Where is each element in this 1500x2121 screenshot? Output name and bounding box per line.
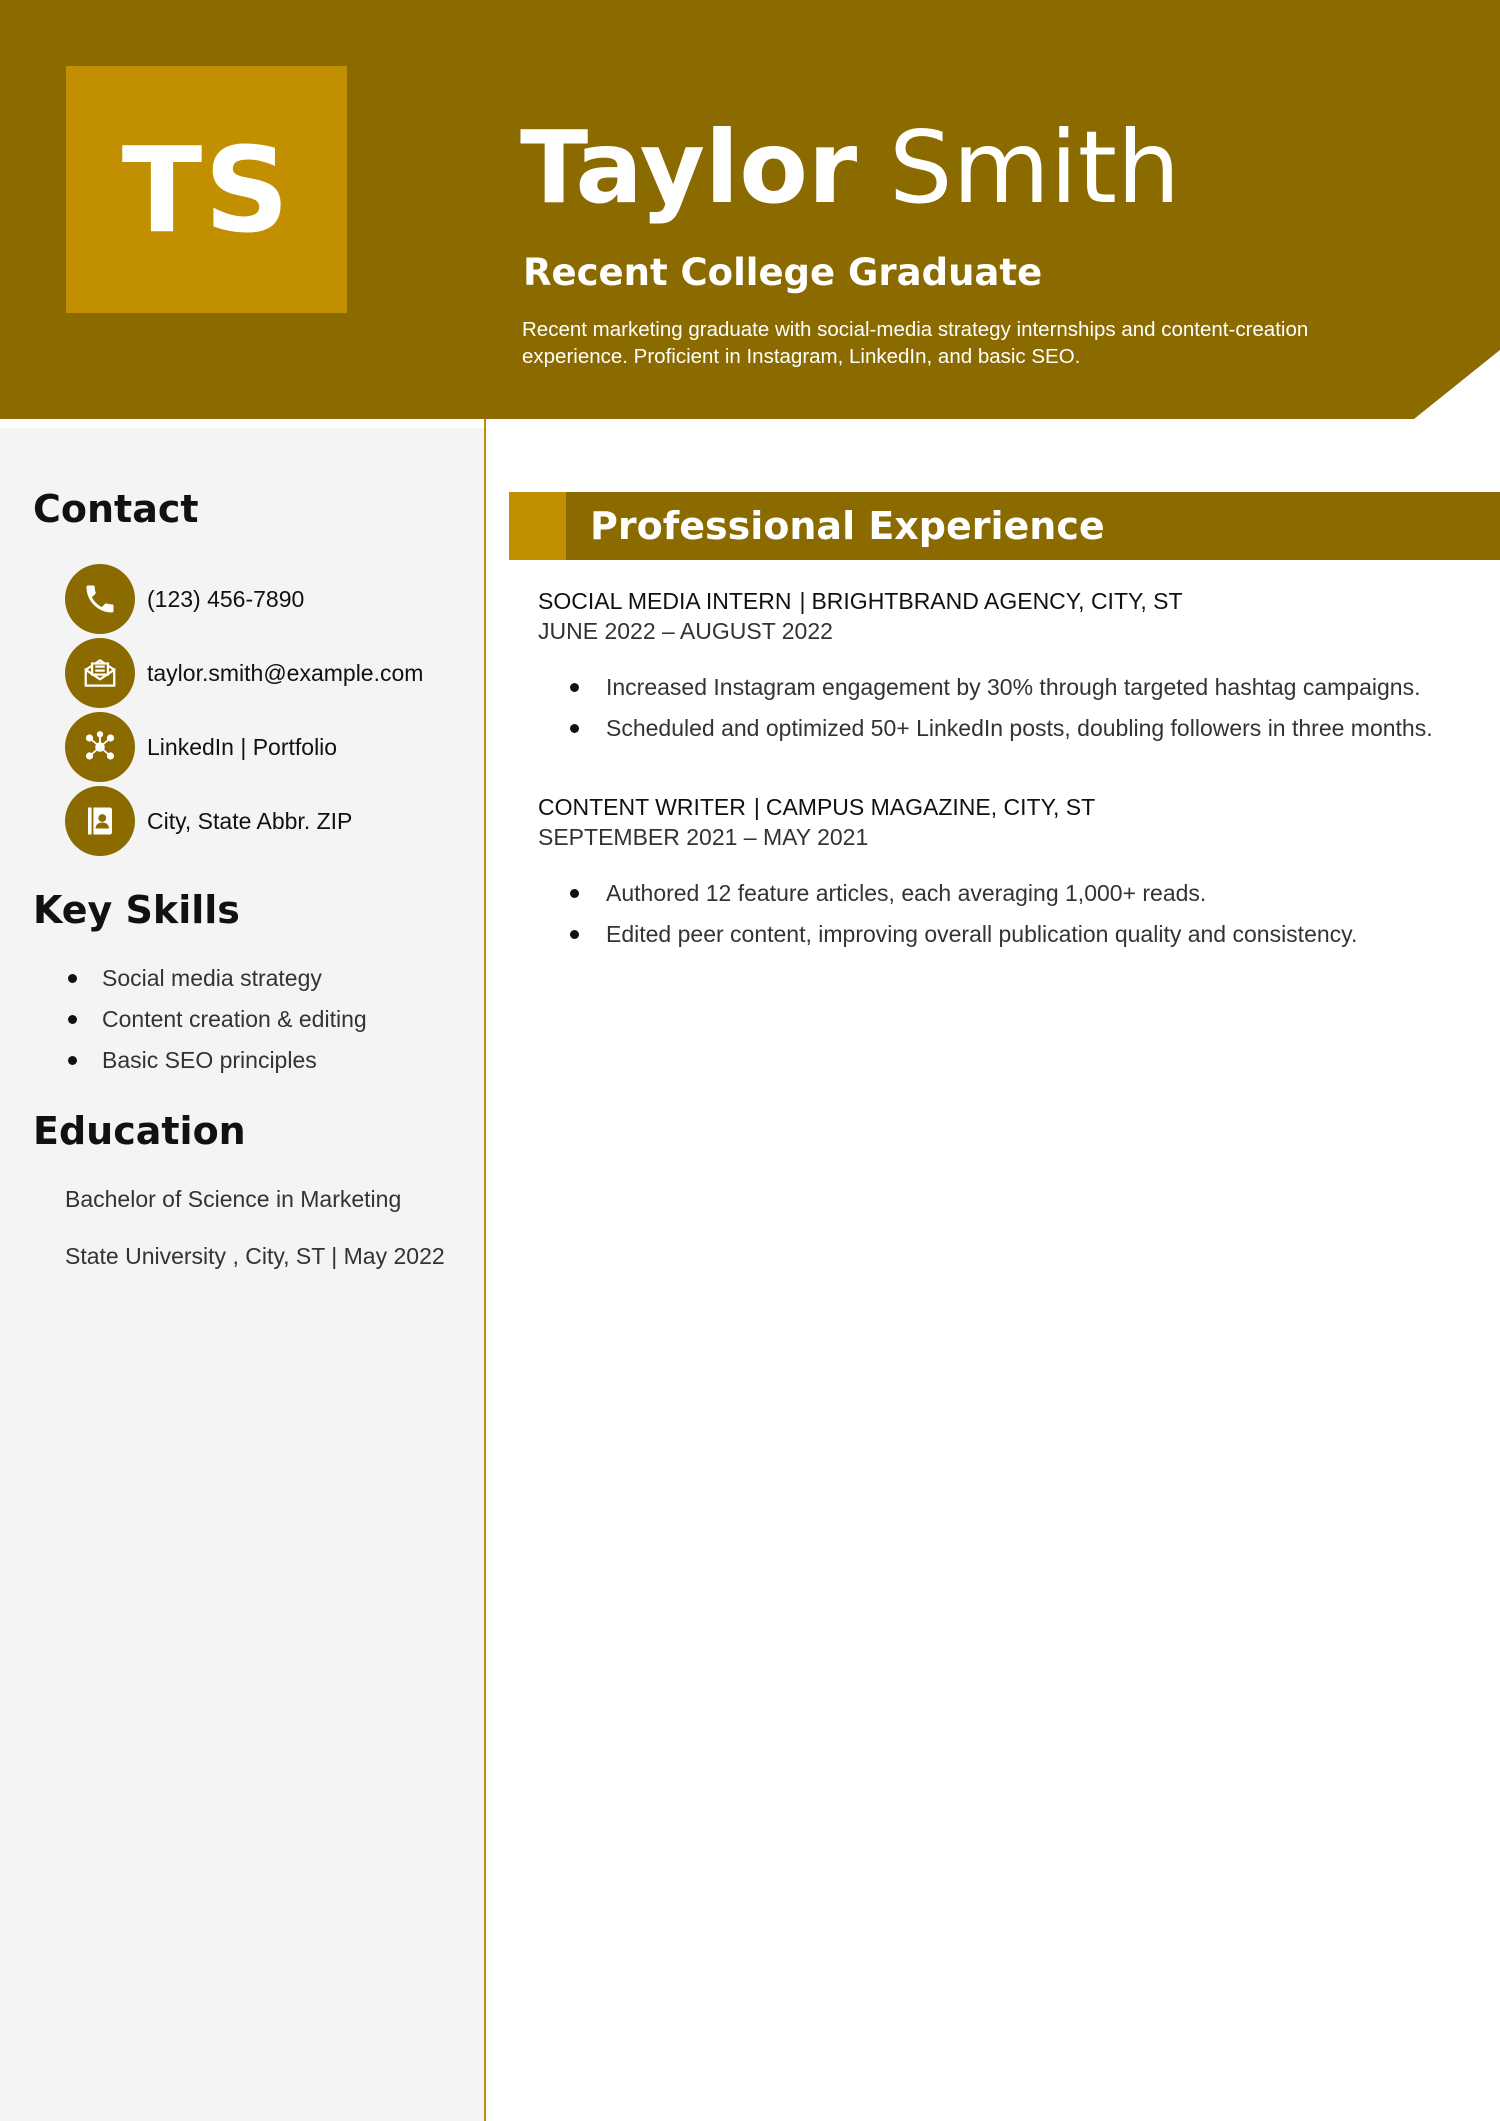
education-degree: Bachelor of Science in Marketing (65, 1186, 402, 1212)
contact-address-text: City, State Abbr. ZIP (147, 807, 353, 834)
contact-phone-text: (123) 456-7890 (147, 585, 305, 612)
experience-section-accent (509, 492, 566, 560)
skill-item: Social media strategy (65, 960, 367, 1001)
job-title: SOCIAL MEDIA INTERN (538, 588, 792, 614)
candidate-name (520, 109, 1181, 226)
phone-icon (65, 564, 135, 634)
profile-summary: Recent marketing graduate with social-media strategy internships and content-creation experience. Proficient in Instagram, LinkedIn, and basic SEO. (522, 318, 1309, 368)
job-bullets (570, 875, 1357, 957)
skills-list (65, 960, 367, 1083)
job-bullet: Authored 12 feature articles, each averaging 1,000+ reads. (570, 875, 1357, 916)
job-separator: | (799, 588, 806, 614)
job-title: CONTENT WRITER (538, 794, 746, 820)
network-icon (65, 712, 135, 782)
contact-address[interactable] (65, 786, 352, 856)
job-company: CAMPUS MAGAZINE, CITY, ST (765, 794, 1096, 820)
contact-heading: Contact (33, 487, 199, 531)
contact-links-text: LinkedIn | Portfolio (147, 733, 338, 760)
contact-links[interactable] (65, 712, 337, 782)
first-name: Taylor (520, 109, 858, 226)
envelope-icon (65, 638, 135, 708)
skills-heading: Key Skills (33, 888, 240, 932)
job-bullet: Increased Instagram engagement by 30% through targeted hashtag campaigns. (570, 669, 1433, 710)
job-company: BRIGHTBRAND AGENCY, CITY, ST (811, 588, 1183, 614)
column-divider (484, 419, 486, 2121)
monogram-text: TS (121, 120, 292, 259)
address-book-icon (65, 786, 135, 856)
job-bullet: Edited peer content, improving overall publication quality and consistency. (570, 916, 1357, 957)
job-dates: JUNE 2022 – AUGUST 2022 (538, 618, 833, 644)
job-heading (538, 588, 1183, 615)
education-school: State University , City, ST | May 2022 (65, 1243, 445, 1269)
skill-item: Basic SEO principles (65, 1042, 367, 1083)
contact-email-text: taylor.smith@example.com (147, 659, 424, 686)
job-separator: | (753, 794, 760, 820)
education-heading: Education (33, 1109, 246, 1153)
candidate-role: Recent College Graduate (523, 251, 1043, 294)
skill-item: Content creation & editing (65, 1001, 367, 1042)
job-dates: SEPTEMBER 2021 – MAY 2021 (538, 824, 869, 850)
job-bullets (570, 669, 1433, 751)
contact-email[interactable] (65, 638, 423, 708)
monogram-badge (66, 66, 347, 313)
header-corner-cut (1414, 350, 1500, 419)
contact-phone[interactable] (65, 564, 304, 634)
experience-section-title: Professional Experience (590, 504, 1105, 548)
job-bullet: Scheduled and optimized 50+ LinkedIn posts, doubling followers in three months. (570, 710, 1433, 751)
last-name: Smith (889, 109, 1181, 226)
job-heading (538, 794, 1095, 821)
